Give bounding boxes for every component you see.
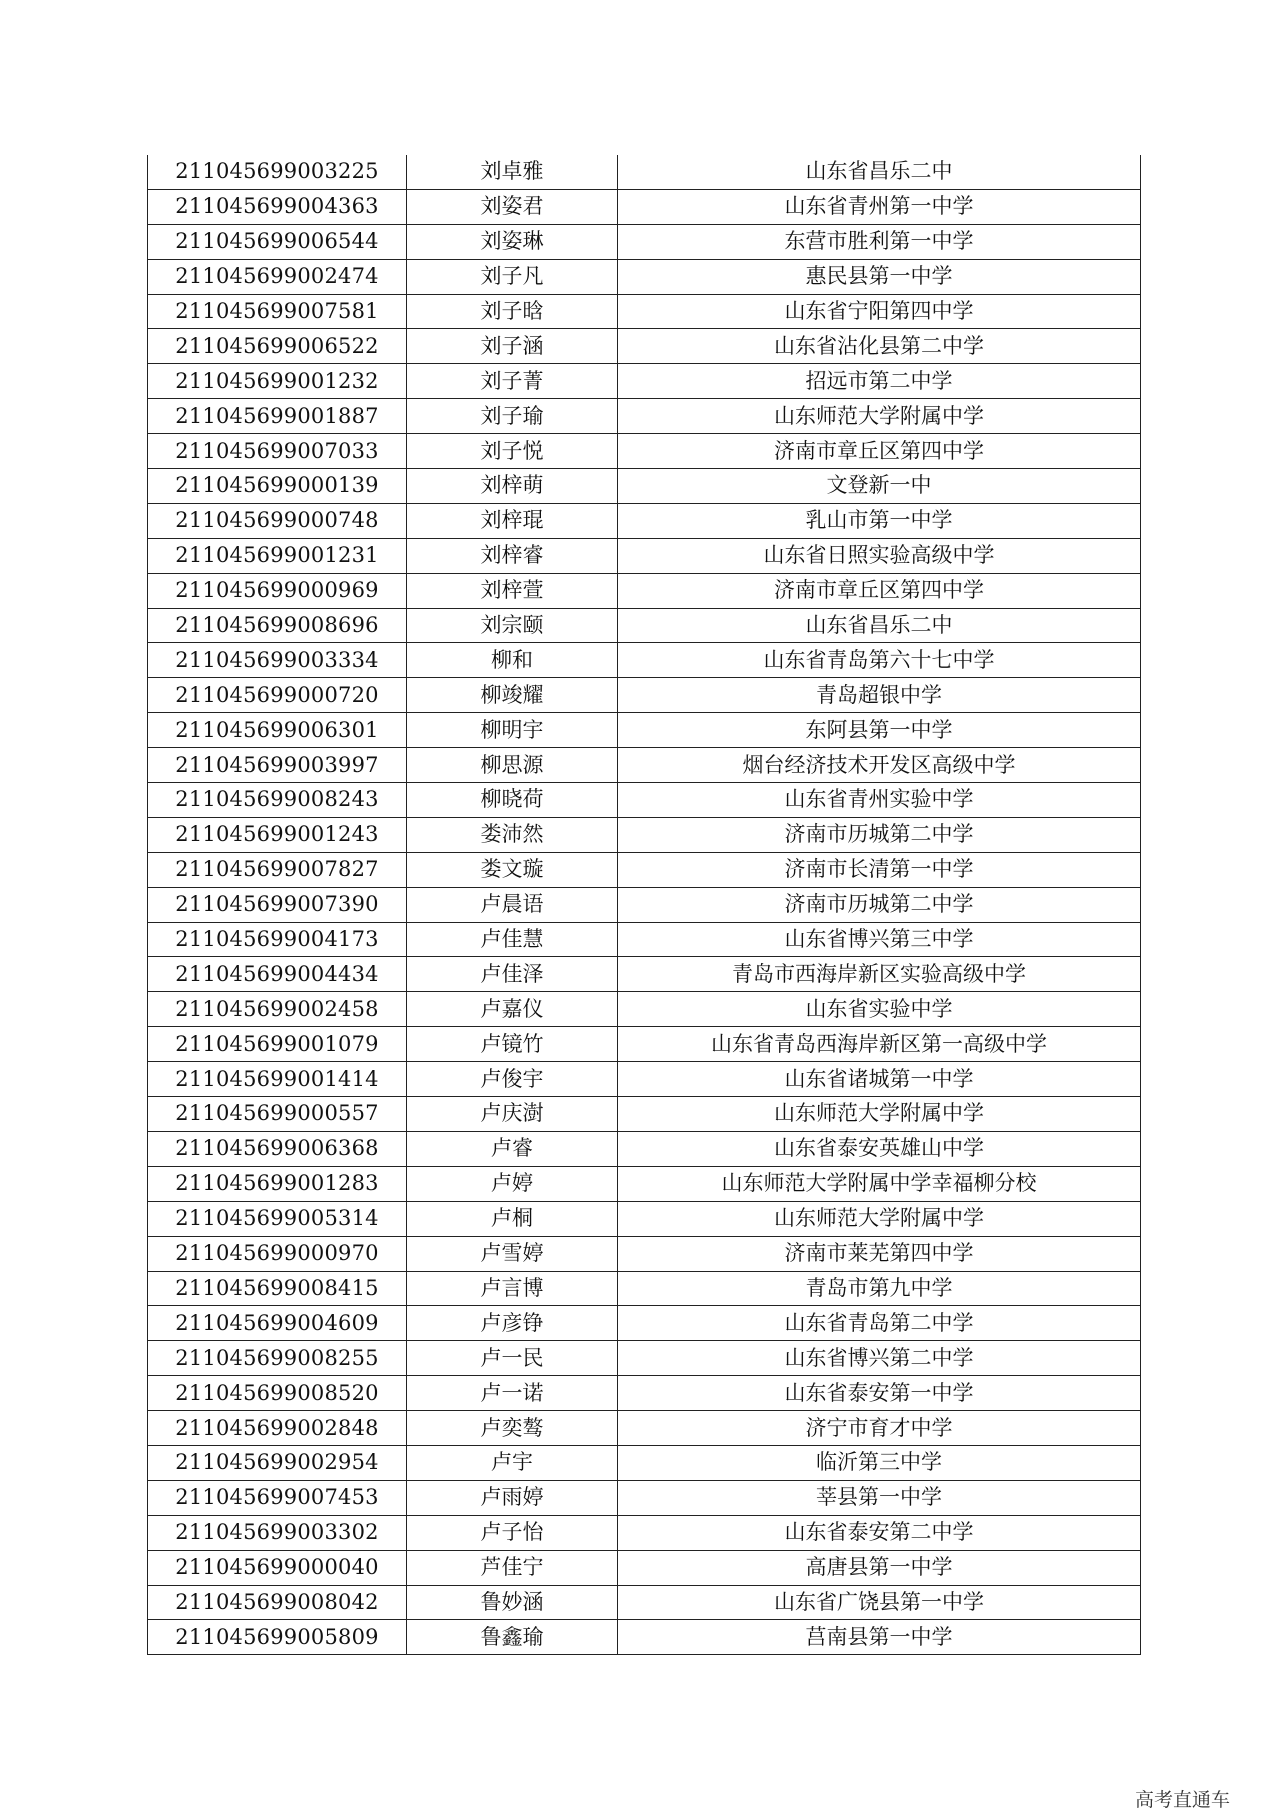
school-name-cell: 山东省泰安英雄山中学: [618, 1131, 1141, 1166]
table-row: [148, 294, 1141, 329]
table-row: [148, 748, 1141, 783]
student-name-cell: 卢睿: [407, 1131, 618, 1166]
school-name-cell: 山东省青岛第二中学: [618, 1306, 1141, 1341]
student-id-cell: 211045699007033: [148, 434, 407, 469]
table-row: [148, 573, 1141, 608]
table-row: [148, 1271, 1141, 1306]
table-row: [148, 1306, 1141, 1341]
school-name-cell: 山东省广饶县第一中学: [618, 1585, 1141, 1620]
school-name-cell: 山东省宁阳第四中学: [618, 294, 1141, 329]
table-row: [148, 1376, 1141, 1411]
student-name-cell: 刘子晗: [407, 294, 618, 329]
table-row: [148, 817, 1141, 852]
school-name-cell: 济南市莱芜第四中学: [618, 1236, 1141, 1271]
student-id-cell: 211045699000139: [148, 469, 407, 504]
student-id-cell: 211045699001231: [148, 538, 407, 573]
student-name-cell: 卢庆澍: [407, 1097, 618, 1132]
student-id-cell: 211045699004363: [148, 189, 407, 224]
watermark: 高考直通车: [1135, 1789, 1231, 1811]
table-row: [148, 538, 1141, 573]
student-id-cell: 211045699006544: [148, 224, 407, 259]
student-name-cell: 卢雨婷: [407, 1480, 618, 1515]
school-name-cell: 山东省实验中学: [618, 992, 1141, 1027]
school-name-cell: 山东省日照实验高级中学: [618, 538, 1141, 573]
school-name-cell: 山东省泰安第一中学: [618, 1376, 1141, 1411]
table-row: [148, 503, 1141, 538]
school-name-cell: 乳山市第一中学: [618, 503, 1141, 538]
school-name-cell: 青岛市西海岸新区实验高级中学: [618, 957, 1141, 992]
student-name-cell: 柳明宇: [407, 713, 618, 748]
student-id-cell: 211045699000970: [148, 1236, 407, 1271]
student-id-cell: 211045699003225: [148, 155, 407, 189]
student-id-cell: 211045699001887: [148, 399, 407, 434]
student-id-cell: 211045699001243: [148, 817, 407, 852]
table-row: [148, 1201, 1141, 1236]
school-name-cell: 济南市长清第一中学: [618, 852, 1141, 887]
student-name-cell: 芦佳宁: [407, 1550, 618, 1585]
student-name-cell: 卢宇: [407, 1445, 618, 1480]
student-id-cell: 211045699003302: [148, 1515, 407, 1550]
table-row: [148, 1445, 1141, 1480]
table-row: [148, 783, 1141, 818]
student-name-cell: 卢彦铮: [407, 1306, 618, 1341]
school-name-cell: 山东省沾化县第二中学: [618, 329, 1141, 364]
school-name-cell: 济宁市育才中学: [618, 1411, 1141, 1446]
student-id-cell: 211045699000720: [148, 678, 407, 713]
student-name-cell: 卢俊宇: [407, 1062, 618, 1097]
student-id-cell: 211045699000748: [148, 503, 407, 538]
table-row: [148, 643, 1141, 678]
school-name-cell: 山东省青岛第六十七中学: [618, 643, 1141, 678]
table-row: [148, 259, 1141, 294]
student-id-cell: 211045699001283: [148, 1166, 407, 1201]
school-name-cell: 高唐县第一中学: [618, 1550, 1141, 1585]
student-name-cell: 卢晨语: [407, 887, 618, 922]
student-name-cell: 刘梓睿: [407, 538, 618, 573]
student-id-cell: 211045699006522: [148, 329, 407, 364]
table-row: [148, 678, 1141, 713]
student-id-cell: 211045699008520: [148, 1376, 407, 1411]
school-name-cell: 青岛市第九中学: [618, 1271, 1141, 1306]
school-name-cell: 莘县第一中学: [618, 1480, 1141, 1515]
student-name-cell: 刘子悦: [407, 434, 618, 469]
school-name-cell: 招远市第二中学: [618, 364, 1141, 399]
student-id-cell: 211045699005314: [148, 1201, 407, 1236]
student-id-cell: 211045699007390: [148, 887, 407, 922]
school-name-cell: 莒南县第一中学: [618, 1620, 1141, 1655]
student-name-cell: 卢子怡: [407, 1515, 618, 1550]
school-name-cell: 山东省诸城第一中学: [618, 1062, 1141, 1097]
student-id-cell: 211045699002848: [148, 1411, 407, 1446]
table-row: [148, 1585, 1141, 1620]
student-name-cell: 刘子菁: [407, 364, 618, 399]
table-row: [148, 1166, 1141, 1201]
school-name-cell: 惠民县第一中学: [618, 259, 1141, 294]
student-name-cell: 卢佳慧: [407, 922, 618, 957]
student-name-cell: 刘梓琨: [407, 503, 618, 538]
student-name-cell: 刘子涵: [407, 329, 618, 364]
school-name-cell: 山东师范大学附属中学: [618, 399, 1141, 434]
school-name-cell: 山东省青州第一中学: [618, 189, 1141, 224]
table-row: [148, 1062, 1141, 1097]
table-row: [148, 1550, 1141, 1585]
student-roster-table: [147, 155, 1141, 1655]
school-name-cell: 山东省博兴第三中学: [618, 922, 1141, 957]
student-name-cell: 娄沛然: [407, 817, 618, 852]
student-id-cell: 211045699000040: [148, 1550, 407, 1585]
table-row: [148, 608, 1141, 643]
student-name-cell: 刘姿琳: [407, 224, 618, 259]
student-id-cell: 211045699006368: [148, 1131, 407, 1166]
student-id-cell: 211045699004434: [148, 957, 407, 992]
school-name-cell: 山东省博兴第二中学: [618, 1341, 1141, 1376]
roster-body: [148, 155, 1141, 1655]
student-name-cell: 刘子凡: [407, 259, 618, 294]
student-name-cell: 柳和: [407, 643, 618, 678]
table-row: [148, 399, 1141, 434]
table-row: [148, 1480, 1141, 1515]
school-name-cell: 东阿县第一中学: [618, 713, 1141, 748]
student-id-cell: 211045699007453: [148, 1480, 407, 1515]
student-id-cell: 211045699007827: [148, 852, 407, 887]
student-name-cell: 卢雪婷: [407, 1236, 618, 1271]
table-row: [148, 713, 1141, 748]
student-id-cell: 211045699005809: [148, 1620, 407, 1655]
student-id-cell: 211045699008243: [148, 783, 407, 818]
student-name-cell: 柳竣耀: [407, 678, 618, 713]
school-name-cell: 山东省青州实验中学: [618, 783, 1141, 818]
table-row: [148, 1097, 1141, 1132]
student-id-cell: 211045699008042: [148, 1585, 407, 1620]
student-name-cell: 刘梓萌: [407, 469, 618, 504]
table-row: [148, 469, 1141, 504]
school-name-cell: 山东省青岛西海岸新区第一高级中学: [618, 1027, 1141, 1062]
student-name-cell: 卢奕骜: [407, 1411, 618, 1446]
table-row: [148, 364, 1141, 399]
table-row: [148, 1131, 1141, 1166]
table-row: [148, 922, 1141, 957]
student-id-cell: 211045699001079: [148, 1027, 407, 1062]
student-id-cell: 211045699000557: [148, 1097, 407, 1132]
student-id-cell: 211045699008696: [148, 608, 407, 643]
table-row: [148, 887, 1141, 922]
school-name-cell: 烟台经济技术开发区高级中学: [618, 748, 1141, 783]
table-row: [148, 852, 1141, 887]
table-row: [148, 1027, 1141, 1062]
school-name-cell: 济南市章丘区第四中学: [618, 434, 1141, 469]
student-id-cell: 211045699008255: [148, 1341, 407, 1376]
student-name-cell: 刘子瑜: [407, 399, 618, 434]
school-name-cell: 山东省昌乐二中: [618, 608, 1141, 643]
student-id-cell: 211045699003334: [148, 643, 407, 678]
student-name-cell: 卢镜竹: [407, 1027, 618, 1062]
student-id-cell: 211045699008415: [148, 1271, 407, 1306]
school-name-cell: 青岛超银中学: [618, 678, 1141, 713]
school-name-cell: 临沂第三中学: [618, 1445, 1141, 1480]
student-name-cell: 卢嘉仪: [407, 992, 618, 1027]
table-row: [148, 1620, 1141, 1655]
student-name-cell: 鲁妙涵: [407, 1585, 618, 1620]
table-row: [148, 992, 1141, 1027]
table-row: [148, 329, 1141, 364]
student-name-cell: 柳晓荷: [407, 783, 618, 818]
student-name-cell: 刘姿君: [407, 189, 618, 224]
student-name-cell: 刘梓萱: [407, 573, 618, 608]
student-id-cell: 211045699004173: [148, 922, 407, 957]
table-row: [148, 1411, 1141, 1446]
school-name-cell: 山东师范大学附属中学: [618, 1097, 1141, 1132]
student-id-cell: 211045699007581: [148, 294, 407, 329]
student-id-cell: 211045699006301: [148, 713, 407, 748]
student-id-cell: 211045699002458: [148, 992, 407, 1027]
school-name-cell: 山东师范大学附属中学: [618, 1201, 1141, 1236]
student-name-cell: 刘宗颐: [407, 608, 618, 643]
school-name-cell: 济南市历城第二中学: [618, 887, 1141, 922]
student-id-cell: 211045699000969: [148, 573, 407, 608]
student-name-cell: 卢言博: [407, 1271, 618, 1306]
school-name-cell: 山东师范大学附属中学幸福柳分校: [618, 1166, 1141, 1201]
table-row: [148, 224, 1141, 259]
school-name-cell: 山东省泰安第二中学: [618, 1515, 1141, 1550]
student-name-cell: 柳思源: [407, 748, 618, 783]
student-id-cell: 211045699001232: [148, 364, 407, 399]
student-id-cell: 211045699004609: [148, 1306, 407, 1341]
student-name-cell: 娄文璇: [407, 852, 618, 887]
school-name-cell: 济南市历城第二中学: [618, 817, 1141, 852]
student-name-cell: 卢婷: [407, 1166, 618, 1201]
student-name-cell: 卢一民: [407, 1341, 618, 1376]
student-name-cell: 卢一诺: [407, 1376, 618, 1411]
student-id-cell: 211045699002954: [148, 1445, 407, 1480]
student-name-cell: 卢桐: [407, 1201, 618, 1236]
student-name-cell: 卢佳泽: [407, 957, 618, 992]
table-row: [148, 155, 1141, 189]
student-name-cell: 刘卓雅: [407, 155, 618, 189]
school-name-cell: 山东省昌乐二中: [618, 155, 1141, 189]
student-id-cell: 211045699001414: [148, 1062, 407, 1097]
school-name-cell: 文登新一中: [618, 469, 1141, 504]
school-name-cell: 济南市章丘区第四中学: [618, 573, 1141, 608]
school-name-cell: 东营市胜利第一中学: [618, 224, 1141, 259]
student-id-cell: 211045699002474: [148, 259, 407, 294]
student-name-cell: 鲁鑫瑜: [407, 1620, 618, 1655]
table-row: [148, 957, 1141, 992]
student-id-cell: 211045699003997: [148, 748, 407, 783]
table-row: [148, 1341, 1141, 1376]
table-row: [148, 1515, 1141, 1550]
table-row: [148, 1236, 1141, 1271]
table-row: [148, 434, 1141, 469]
table-row: [148, 189, 1141, 224]
